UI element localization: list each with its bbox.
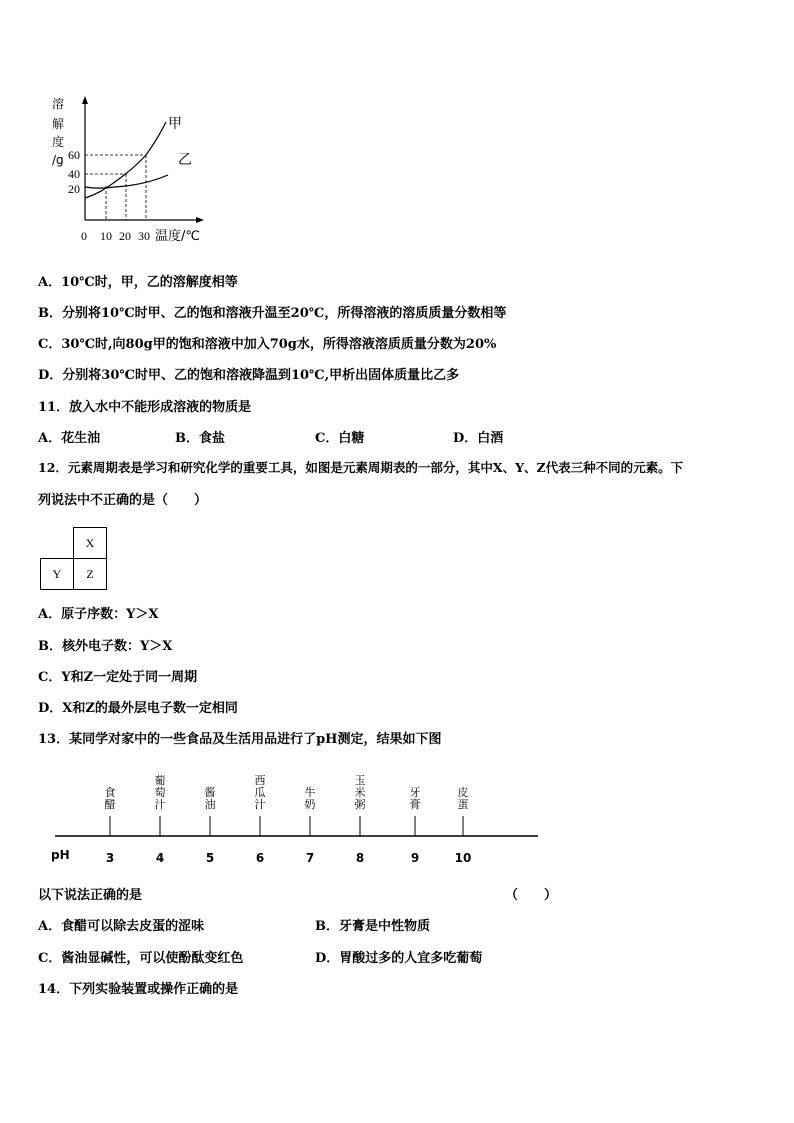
q11-option-a: A．花生油 bbox=[38, 431, 101, 446]
y-tick-60: 60 bbox=[68, 148, 80, 162]
y-label-3: 度 bbox=[52, 135, 65, 149]
q13-option-d: D．胃酸过多的人宜多吃葡萄 bbox=[315, 951, 483, 966]
ph-item-name-char: 醋 bbox=[104, 798, 116, 811]
periodic-table-fragment bbox=[40, 527, 107, 590]
q14-stem: 14．下列实验装置或操作正确的是 bbox=[38, 982, 239, 997]
ph-item-name-char: 西 bbox=[254, 774, 266, 787]
q10-option-a: A．10℃时，甲，乙的溶解度相等 bbox=[38, 275, 238, 290]
ph-item-name-char: 皮 bbox=[457, 786, 469, 799]
q12-stem-line1: 12．元素周期表是学习和研究化学的重要工具，如图是元素周期表的一部分，其中X、Y、Z代表三种不同的元素。下 bbox=[38, 460, 684, 475]
x-axis-label: 温度/℃ bbox=[155, 229, 200, 244]
q12-option-b: B．核外电子数：Y＞X bbox=[38, 639, 173, 654]
ph-value-label: 10 bbox=[454, 851, 472, 865]
ph-item-name-char: 油 bbox=[204, 798, 216, 811]
ph-item-name-char: 酱 bbox=[204, 786, 216, 799]
cell-y: Y bbox=[41, 559, 74, 590]
ph-item-name-char: 食 bbox=[104, 786, 116, 799]
q12-option-c: C．Y和Z一定处于同一周期 bbox=[38, 670, 198, 685]
q11-option-c: C．白糖 bbox=[315, 431, 365, 446]
ph-value-label: 6 bbox=[255, 851, 265, 865]
y-label-4: /g bbox=[52, 153, 64, 167]
ph-item-name-char: 米 bbox=[354, 786, 366, 799]
y-label-1: 溶 bbox=[52, 97, 65, 111]
ph-item-name-char: 粥 bbox=[354, 798, 366, 811]
x-axis-arrow bbox=[196, 217, 204, 223]
y-tick-40: 40 bbox=[68, 167, 80, 181]
ph-value-label: 8 bbox=[355, 851, 365, 865]
x-tick-20: 20 bbox=[119, 229, 131, 243]
ph-item-name-char: 奶 bbox=[304, 798, 316, 811]
ph-item-name-char: 萄 bbox=[154, 786, 166, 799]
solubility-graph bbox=[40, 92, 220, 252]
curve-yi bbox=[85, 175, 168, 188]
x-tick-30: 30 bbox=[138, 229, 150, 243]
ph-item-name-char: 汁 bbox=[154, 798, 166, 811]
ph-label: pH bbox=[51, 848, 70, 862]
ph-item-name-char: 玉 bbox=[354, 774, 366, 787]
q13-stem: 13．某同学对家中的一些食品及生活用品进行了pH测定，结果如下图 bbox=[38, 732, 442, 747]
ph-item-name-char: 瓜 bbox=[254, 786, 266, 799]
q13-option-a: A．食醋可以除去皮蛋的涩味 bbox=[38, 919, 205, 934]
q12-option-a: A．原子序数：Y＞X bbox=[38, 607, 159, 622]
q10-option-c: C．30℃时,向80g甲的饱和溶液中加入70g水，所得溶液溶质质量分数为20% bbox=[38, 337, 497, 352]
cell-z: Z bbox=[74, 559, 107, 590]
q13-answer-paren: （ ） bbox=[505, 888, 558, 903]
q11-stem: 11．放入水中不能形成溶液的物质是 bbox=[38, 400, 252, 415]
ph-value-label: 7 bbox=[305, 851, 315, 865]
q12-option-d: D．X和Z的最外层电子数一定相同 bbox=[38, 701, 238, 716]
ph-value-label: 9 bbox=[410, 851, 420, 865]
ph-value-label: 3 bbox=[105, 851, 115, 865]
ph-scale-diagram bbox=[45, 760, 545, 870]
q13-prompt: 以下说法正确的是 bbox=[38, 888, 143, 903]
q10-option-b: B．分别将10℃时甲、乙的饱和溶液升温至20℃，所得溶液的溶质质量分数相等 bbox=[38, 306, 507, 321]
ph-value-label: 5 bbox=[205, 851, 215, 865]
x-tick-0: 0 bbox=[81, 229, 87, 243]
ph-item-name-char: 牙 bbox=[409, 786, 421, 799]
empty-cell bbox=[41, 528, 74, 559]
ph-value-label: 4 bbox=[155, 851, 165, 865]
y-axis-arrow bbox=[82, 96, 88, 104]
q13-option-b: B．牙膏是中性物质 bbox=[315, 919, 430, 934]
q11-option-d: D．白酒 bbox=[453, 431, 504, 446]
cell-x: X bbox=[74, 528, 107, 559]
curve-label-yi: 乙 bbox=[178, 152, 192, 168]
curve-label-jia: 甲 bbox=[168, 116, 182, 132]
q12-stem-line2: 列说法中不正确的是（ ） bbox=[38, 493, 208, 508]
ph-item-name-char: 汁 bbox=[254, 798, 266, 811]
x-tick-10: 10 bbox=[100, 229, 112, 243]
q10-option-d: D．分别将30℃时甲、乙的饱和溶液降温到10℃,甲析出固体质量比乙多 bbox=[38, 368, 460, 383]
q11-option-b: B．食盐 bbox=[175, 431, 225, 446]
ph-item-name-char: 蛋 bbox=[457, 798, 469, 811]
ph-item-name-char: 膏 bbox=[409, 798, 421, 811]
y-tick-20: 20 bbox=[68, 182, 80, 196]
ph-item-name-char: 牛 bbox=[304, 786, 316, 799]
q13-option-c: C．酱油显碱性，可以使酚酞变红色 bbox=[38, 951, 244, 966]
ph-item-name-char: 葡 bbox=[154, 774, 166, 787]
y-label-2: 解 bbox=[52, 117, 65, 131]
